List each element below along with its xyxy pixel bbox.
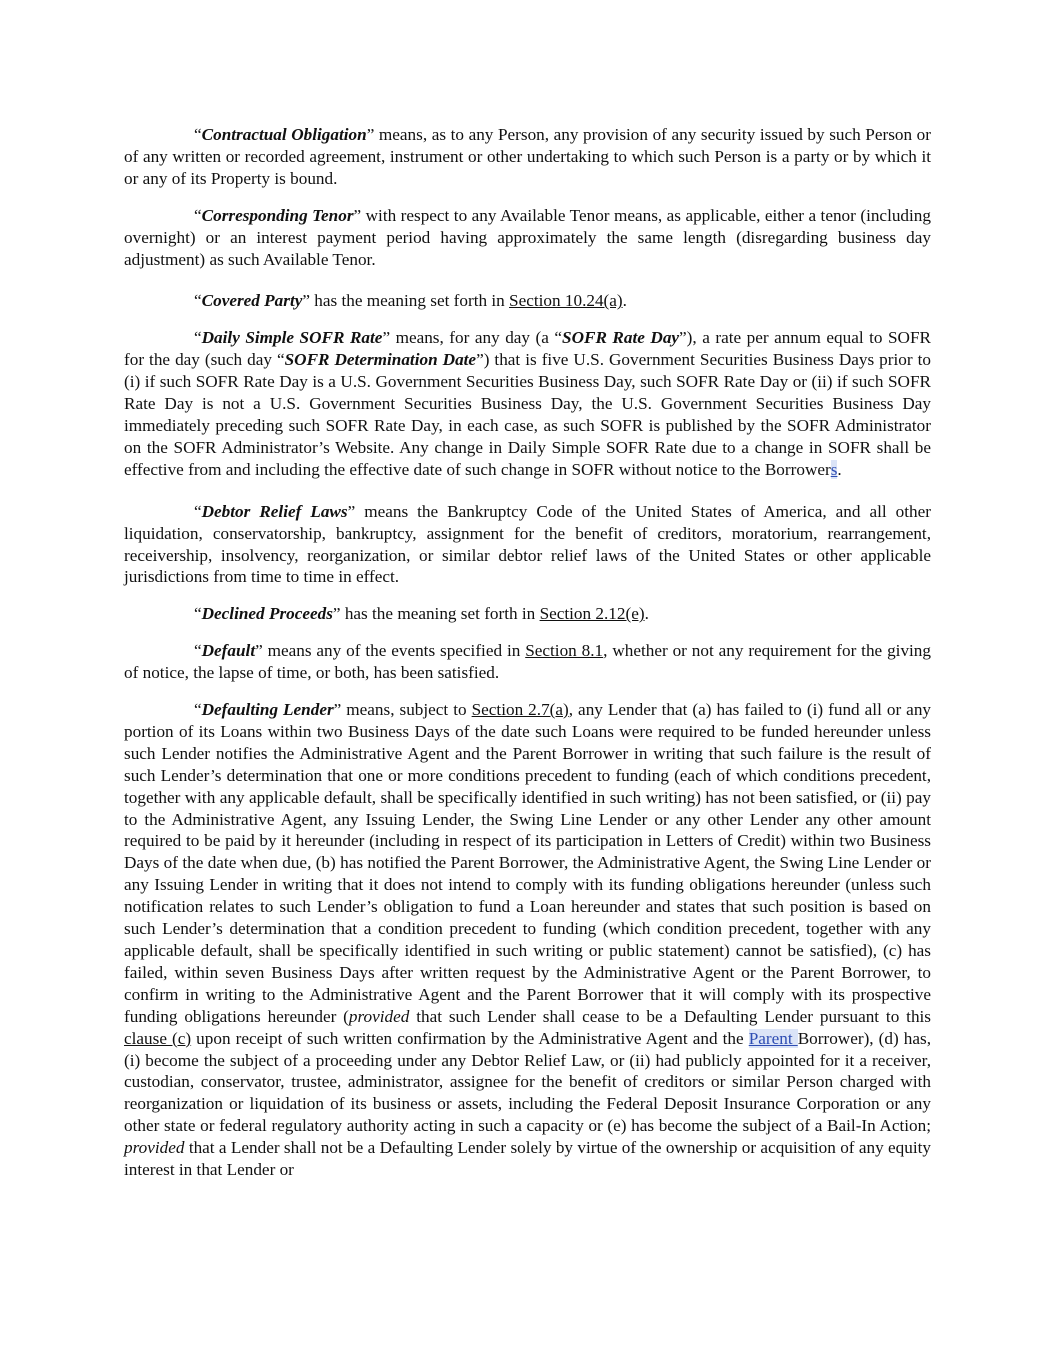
definition-text: ”), a rate per annum equal to SOFR for the day (such day “ bbox=[124, 328, 931, 370]
defined-term: Declined Proceeds bbox=[201, 604, 333, 624]
document-body bbox=[124, 124, 931, 1196]
definition-text: ” means, subject to bbox=[333, 700, 472, 720]
section-reference-link[interactable]: Section 2.7(a) bbox=[471, 700, 569, 720]
definition-text: that such Lender shall cease to be a Defaulting Lender pursuant to this bbox=[409, 1006, 931, 1026]
definition-declined-proceeds: “Declined Proceeds” has the meaning set forth in Section 2.12(e). bbox=[194, 604, 649, 624]
section-reference-link[interactable]: Section 10.24(a) bbox=[509, 291, 623, 311]
definition-text: , any Lender that (a) has failed to (i) fund all or any portion of its Loans within two Business Days of the date such Loans were required to be funded hereunder unless such Lender notifies the Administrative Agent and the Parent Borrower in writing that such failure is the result of such Lender’s determination that one or more conditions precedent to funding (each of which conditions precedent, together with any applicable default, shall be specifically identified in such writing) has not been satisfied, or (ii) pay to the Administrative Agent, any Issuing Lender, the Swing Line Lender or any other Lender any other amount required to be paid by it hereunder (including in respect of its participation in Letters of Credit) within two Business Days of the date when due, (b) has notified the Parent Borrower, the Administrative Agent, the Swing Line Lender or any Issuing Lender in writing that it does not intend to comply with its funding obligations hereunder (unless such notification relates to such Lender’s obligation to fund a Loan hereunder and states that such position is based on such Lender’s determination that a condition precedent to funding (which condition precedent, together with any applicable default, shall be specifically identified in such writing or public statement) cannot be satisfied), (c) has failed, within seven Business Days after written request by the Administrative Agent or the Parent Borrower, to confirm in writing to the Administrative Agent and the Parent Borrower that it will comply with its prospective funding obligations hereunder ( bbox=[124, 700, 932, 1026]
definition-text: that a Lender shall not be a Defaulting Lender solely by virtue of the ownership or acquisition of any equity interest in that Lender or bbox=[124, 1138, 931, 1180]
definition-text: upon receipt of such written confirmation by the Administrative Agent and the bbox=[191, 1028, 749, 1048]
definition-defaulting-lender: “Defaulting Lender” means, subject to Section 2.7(a), any Lender that (a) has failed to (i) fund all or any portion of its Loans within two Business Days of the date such Loans were required to be funded hereunder unless such Lender notifies the Administrative Agent and the Parent Borrower in writing that such failure is the result of such Lender’s determination that one or more conditions precedent to funding (each of which conditions precedent, together with any applicable default, shall be specifically identified in such writing) has not been satisfied, or (ii) pay to the Administrative Agent, any Issuing Lender, the Swing Line Lender or any other Lender any other amount required to be paid by it hereunder (including in respect of its participation in Letters of Credit) within two Business Days of the date when due, (b) has notified the Parent Borrower, the Administrative Agent, the Swing Line Lender or any Issuing Lender in writing that it does not intend to comply with its funding obligations hereunder (unless such notification relates to such Lender’s obligation to fund a Loan hereunder and states that such position is based on such Lender’s determination that a condition precedent to funding (which condition precedent, together with any applicable default, shall be specifically identified in such writing or public statement) cannot be satisfied), (c) has failed, within seven Business Days after written request by the Administrative Agent or the Parent Borrower, to confirm in writing to the Administrative Agent and the Parent Borrower that it will comply with its prospective funding obligations hereunder (provided that such Lender shall cease to be a Defaulting Lender pursuant to this clause (c) upon receipt of such written confirmation by the Administrative Agent and the Parent Borrower), (d) has, (i) become the subject of a proceeding under any Debtor Relief Law, or (ii) had publicly appointed for it a receiver, custodian, conservator, trustee, administrator, assignee for the benefit of creditors or similar Person charged with reorganization or liquidation of its business or assets, including the Federal Deposit Insurance Corporation or any other state or federal regulatory authority acting in such a capacity or (e) has become the subject of a Bail-In Action; provided that a Lender shall not be a Defaulting Lender solely by virtue of the ownership or acquisition of any equity interest in that Lender or bbox=[124, 700, 932, 1180]
section-reference-link[interactable]: Section 8.1 bbox=[525, 641, 604, 661]
defined-term: Corresponding Tenor bbox=[201, 205, 354, 225]
definition-daily-simple-sofr-rate: “Daily Simple SOFR Rate” means, for any day (a “SOFR Rate Day”), a rate per annum equal to SOFR for the day (such day “SOFR Determination Date”) that is five U.S. Government Securities Business Days prior to (i) if such SOFR Rate Day is a U.S. Government Securities Business Day, such SOFR Rate Day or (ii) if such SOFR Rate Day is not a U.S. Government Securities Business Day, the U.S. Government Securities Business Day immediately preceding such SOFR Rate Day, in each case, as such SOFR is published by the SOFR Administrator on the SOFR Administrator’s Website. Any change in Daily Simple SOFR Rate due to a change in SOFR shall be effective from and including the effective date of such change in SOFR without notice to the Borrowers. bbox=[124, 328, 931, 479]
defined-term: Contractual Obligation bbox=[201, 125, 367, 144]
definition-contractual-obligation: “Contractual Obligation” means, as to any Person, any provision of any security issued by such Person or of any written or recorded agreement, instrument or other undertaking to which such Person is a party or by which it or any of its Property is bound. bbox=[124, 125, 931, 188]
highlighted-edit[interactable]: s bbox=[830, 459, 838, 479]
clause-reference-link[interactable]: clause (c) bbox=[124, 1028, 192, 1048]
definition-text: ” means, as to any Person, any provision of any security issued by such Person or of any written or recorded agreement, instrument or other undertaking to which such Person is a party or by which it or any of its Property is bound. bbox=[124, 125, 931, 188]
definition-text: ”) that is five U.S. Government Securities Business Days prior to (i) if such SOFR Rate Day is a U.S. Government Securities Business Day, such SOFR Rate Day or (ii) if such SOFR Rate Day is not a U.S. Government Securities Business Day, the U.S. Government Securities Business Day immediately preceding such SOFR Rate Day, in each case, as such SOFR is published by the SOFR Administrator on the SOFR Administrator’s Website. Any change in Daily Simple SOFR Rate due to a change in SOFR shall be effective from and including the effective date of such change in SOFR without notice to the Borrower bbox=[124, 350, 931, 479]
definition-text-end: . bbox=[837, 459, 842, 479]
defined-term: Defaulting Lender bbox=[201, 700, 334, 720]
definition-text: ” means, for any day (a “ bbox=[382, 328, 563, 348]
definition-text-end: . bbox=[644, 604, 649, 624]
definition-text: ” has the meaning set forth in bbox=[332, 604, 540, 624]
definition-debtor-relief-laws: “Debtor Relief Laws” means the Bankruptcy Code of the United States of America, and all other liquidation, conservatorship, bankruptcy, assignment for the benefit of creditors, moratorium, rearrangement, receivership, insolvency, reorganization, or similar debtor relief laws of the United States or other applicable jurisdictions from time to time in effect. bbox=[124, 501, 931, 587]
defined-term: Covered Party bbox=[201, 291, 303, 311]
defined-term: Debtor Relief Laws bbox=[201, 501, 348, 521]
defined-term-sofr-determination-date: SOFR Determination Date bbox=[284, 350, 477, 370]
definition-text: Borrower), (d) has, (i) become the subject of a proceeding under any Debtor Relief Law, or (ii) had publicly appointed for it a receiver, custodian, conservator, trustee, administrator, assignee for the benefit of creditors or similar Person charged with reorganization or liquidation of its business or assets, including the Federal Deposit Insurance Corporation or any other state or federal regulatory authority acting in such a capacity or (e) has become the subject of a Bail-In Action; bbox=[124, 1028, 931, 1136]
definition-text: ” means any of the events specified in bbox=[255, 641, 526, 661]
definition-corresponding-tenor: “Corresponding Tenor” with respect to any Available Tenor means, as applicable, either a tenor (including overnight) or an interest payment period having approximately the same length (disregarding business day adjustment) as such Available Tenor. bbox=[124, 205, 931, 269]
proviso-italic: provided bbox=[348, 1006, 410, 1026]
definition-text-end: , whether or not any requirement for the giving of notice, the lapse of time, or both, has been satisfied. bbox=[124, 641, 931, 683]
definition-text-end: . bbox=[622, 291, 627, 311]
definition-text: ” means the Bankruptcy Code of the United States of America, and all other liquidation, conservatorship, bankruptcy, assignment for the benefit of creditors, moratorium, rearrangement, receivership, insolvency, reorganization, or similar debtor relief laws of the United States or other applicable jurisdictions from time to time in effect. bbox=[124, 501, 931, 587]
defined-term: Default bbox=[201, 641, 256, 661]
defined-term-sofr-rate-day: SOFR Rate Day bbox=[562, 328, 680, 348]
definition-covered-party: “Covered Party” has the meaning set forth in Section 10.24(a). bbox=[194, 291, 627, 311]
definition-text: ” with respect to any Available Tenor means, as applicable, either a tenor (including overnight) or an interest payment period having approximately the same length (disregarding business day adjustment) as such Available Tenor. bbox=[124, 205, 931, 269]
proviso-italic: provided bbox=[124, 1138, 185, 1158]
defined-term: Daily Simple SOFR Rate bbox=[201, 328, 383, 348]
highlighted-edit[interactable]: Parent bbox=[748, 1028, 798, 1048]
definition-default: “Default” means any of the events specified in Section 8.1, whether or not any requirement for the giving of notice, the lapse of time, or both, has been satisfied. bbox=[124, 641, 931, 683]
section-reference-link[interactable]: Section 2.12(e) bbox=[539, 604, 645, 624]
definition-text: ” has the meaning set forth in bbox=[302, 291, 510, 311]
